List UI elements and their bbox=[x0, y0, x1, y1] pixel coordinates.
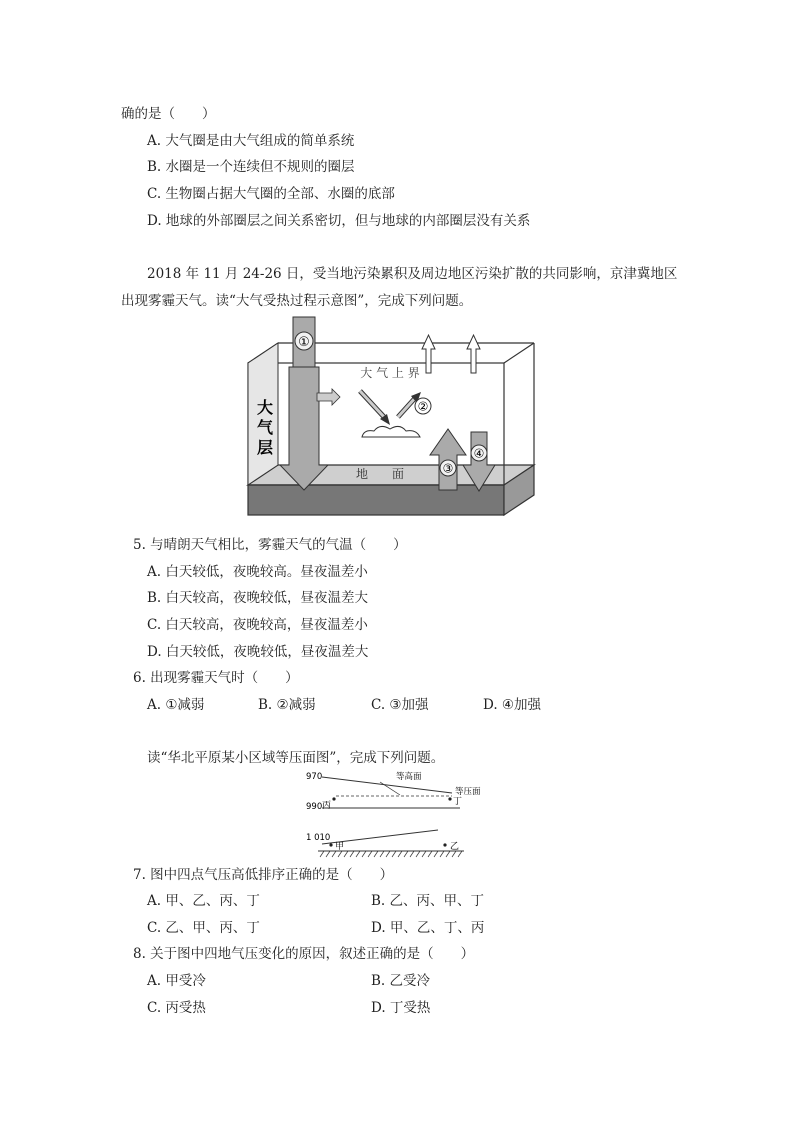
up-arrow-left bbox=[422, 335, 435, 373]
q7-option-b: B. 乙、丙、甲、丁 bbox=[371, 893, 485, 909]
point-jia bbox=[329, 843, 332, 846]
label-ground: 地 面 bbox=[355, 467, 405, 481]
q8-option-a: A. 甲受冷 bbox=[147, 973, 206, 989]
label-contour-surface: 等高面 bbox=[396, 772, 422, 782]
marker-1-label: ① bbox=[298, 335, 310, 350]
label-top-of-atmosphere: 大 气 上 界 bbox=[360, 366, 420, 380]
passage2-line1: 读“华北平原某小区域等压面图”，完成下列问题。 bbox=[147, 750, 445, 766]
q4-option-d: D. 地球的外部圈层之间关系密切，但与地球的内部圈层没有关系 bbox=[147, 213, 531, 229]
arrow-1-solar-radiation bbox=[280, 367, 328, 490]
q5-option-c: C. 白天较高，夜晚较高，昼夜温差小 bbox=[147, 617, 368, 633]
marker-2-label: ② bbox=[417, 399, 429, 414]
cloud-icon bbox=[362, 426, 420, 437]
label-ding: 丁 bbox=[453, 797, 463, 807]
reflection-arrow bbox=[317, 389, 340, 405]
q6-option-b: B. ②减弱 bbox=[258, 697, 316, 713]
label-970: 970 bbox=[306, 772, 323, 782]
q6-stem: 6. 出现雾霾天气时（ ） bbox=[133, 670, 299, 686]
label-990: 990 bbox=[306, 802, 323, 812]
q4-stem-tail: 确的是（ ） bbox=[121, 106, 216, 122]
q7-option-d: D. 甲、乙、丁、丙 bbox=[371, 920, 485, 936]
q7-stem: 7. 图中四点气压高低排序正确的是（ ） bbox=[133, 867, 394, 883]
passage1-line2: 出现雾霾天气。读“大气受热过程示意图”，完成下列问题。 bbox=[121, 293, 473, 309]
label-jia: 甲 bbox=[335, 842, 345, 852]
ground-slab-front bbox=[248, 485, 504, 515]
label-isobaric-surface: 等压面 bbox=[455, 787, 481, 797]
q5-option-a: A. 白天较低，夜晚较高。昼夜温差小 bbox=[147, 564, 368, 580]
q7-option-a: A. 甲、乙、丙、丁 bbox=[147, 893, 260, 909]
label-layer-2: 气 bbox=[256, 418, 274, 437]
q5-stem: 5. 与晴朗天气相比，雾霾天气的气温（ ） bbox=[133, 537, 407, 553]
marker-4-label: ④ bbox=[473, 446, 485, 461]
q4-option-b: B. 水圈是一个连续但不规则的圈层 bbox=[147, 159, 355, 175]
q6-option-d: D. ④加强 bbox=[483, 697, 542, 713]
label-1010: 1 010 bbox=[306, 833, 331, 843]
q7-option-c: C. 乙、甲、丙、丁 bbox=[147, 920, 260, 936]
label-layer-3: 层 bbox=[256, 438, 274, 457]
q4-option-c: C. 生物圈占据大气圈的全部、水圈的底部 bbox=[147, 186, 395, 202]
q8-option-c: C. 丙受热 bbox=[147, 1000, 206, 1016]
passage1-line1: 2018 年 11 月 24-26 日，受当地污染累积及周边地区污染扩散的共同影响，京津冀地区 bbox=[147, 266, 678, 282]
isobar-diagram bbox=[300, 768, 500, 858]
marker-3-label: ③ bbox=[442, 461, 454, 476]
label-layer-1: 大 bbox=[256, 398, 274, 417]
label-yi: 乙 bbox=[450, 842, 460, 852]
q6-option-a: A. ①减弱 bbox=[147, 697, 205, 713]
q4-option-a: A. 大气圈是由大气组成的简单系统 bbox=[147, 133, 355, 149]
atmosphere-heating-diagram bbox=[240, 315, 540, 520]
q8-option-d: D. 丁受热 bbox=[371, 1000, 431, 1016]
isobar-970 bbox=[322, 777, 452, 793]
q8-stem: 8. 关于图中四地气压变化的原因，叙述正确的是（ ） bbox=[133, 946, 475, 962]
point-yi bbox=[443, 843, 446, 846]
q8-option-b: B. 乙受冷 bbox=[371, 973, 431, 989]
q6-option-c: C. ③加强 bbox=[371, 697, 429, 713]
q5-option-b: B. 白天较高，夜晚较低，昼夜温差大 bbox=[147, 590, 369, 606]
q5-option-d: D. 白天较低，夜晚较低，昼夜温差大 bbox=[147, 644, 369, 660]
label-bing: 丙 bbox=[322, 801, 332, 811]
point-ding bbox=[448, 797, 451, 800]
point-bing bbox=[332, 797, 335, 800]
up-arrow-right bbox=[467, 335, 480, 373]
